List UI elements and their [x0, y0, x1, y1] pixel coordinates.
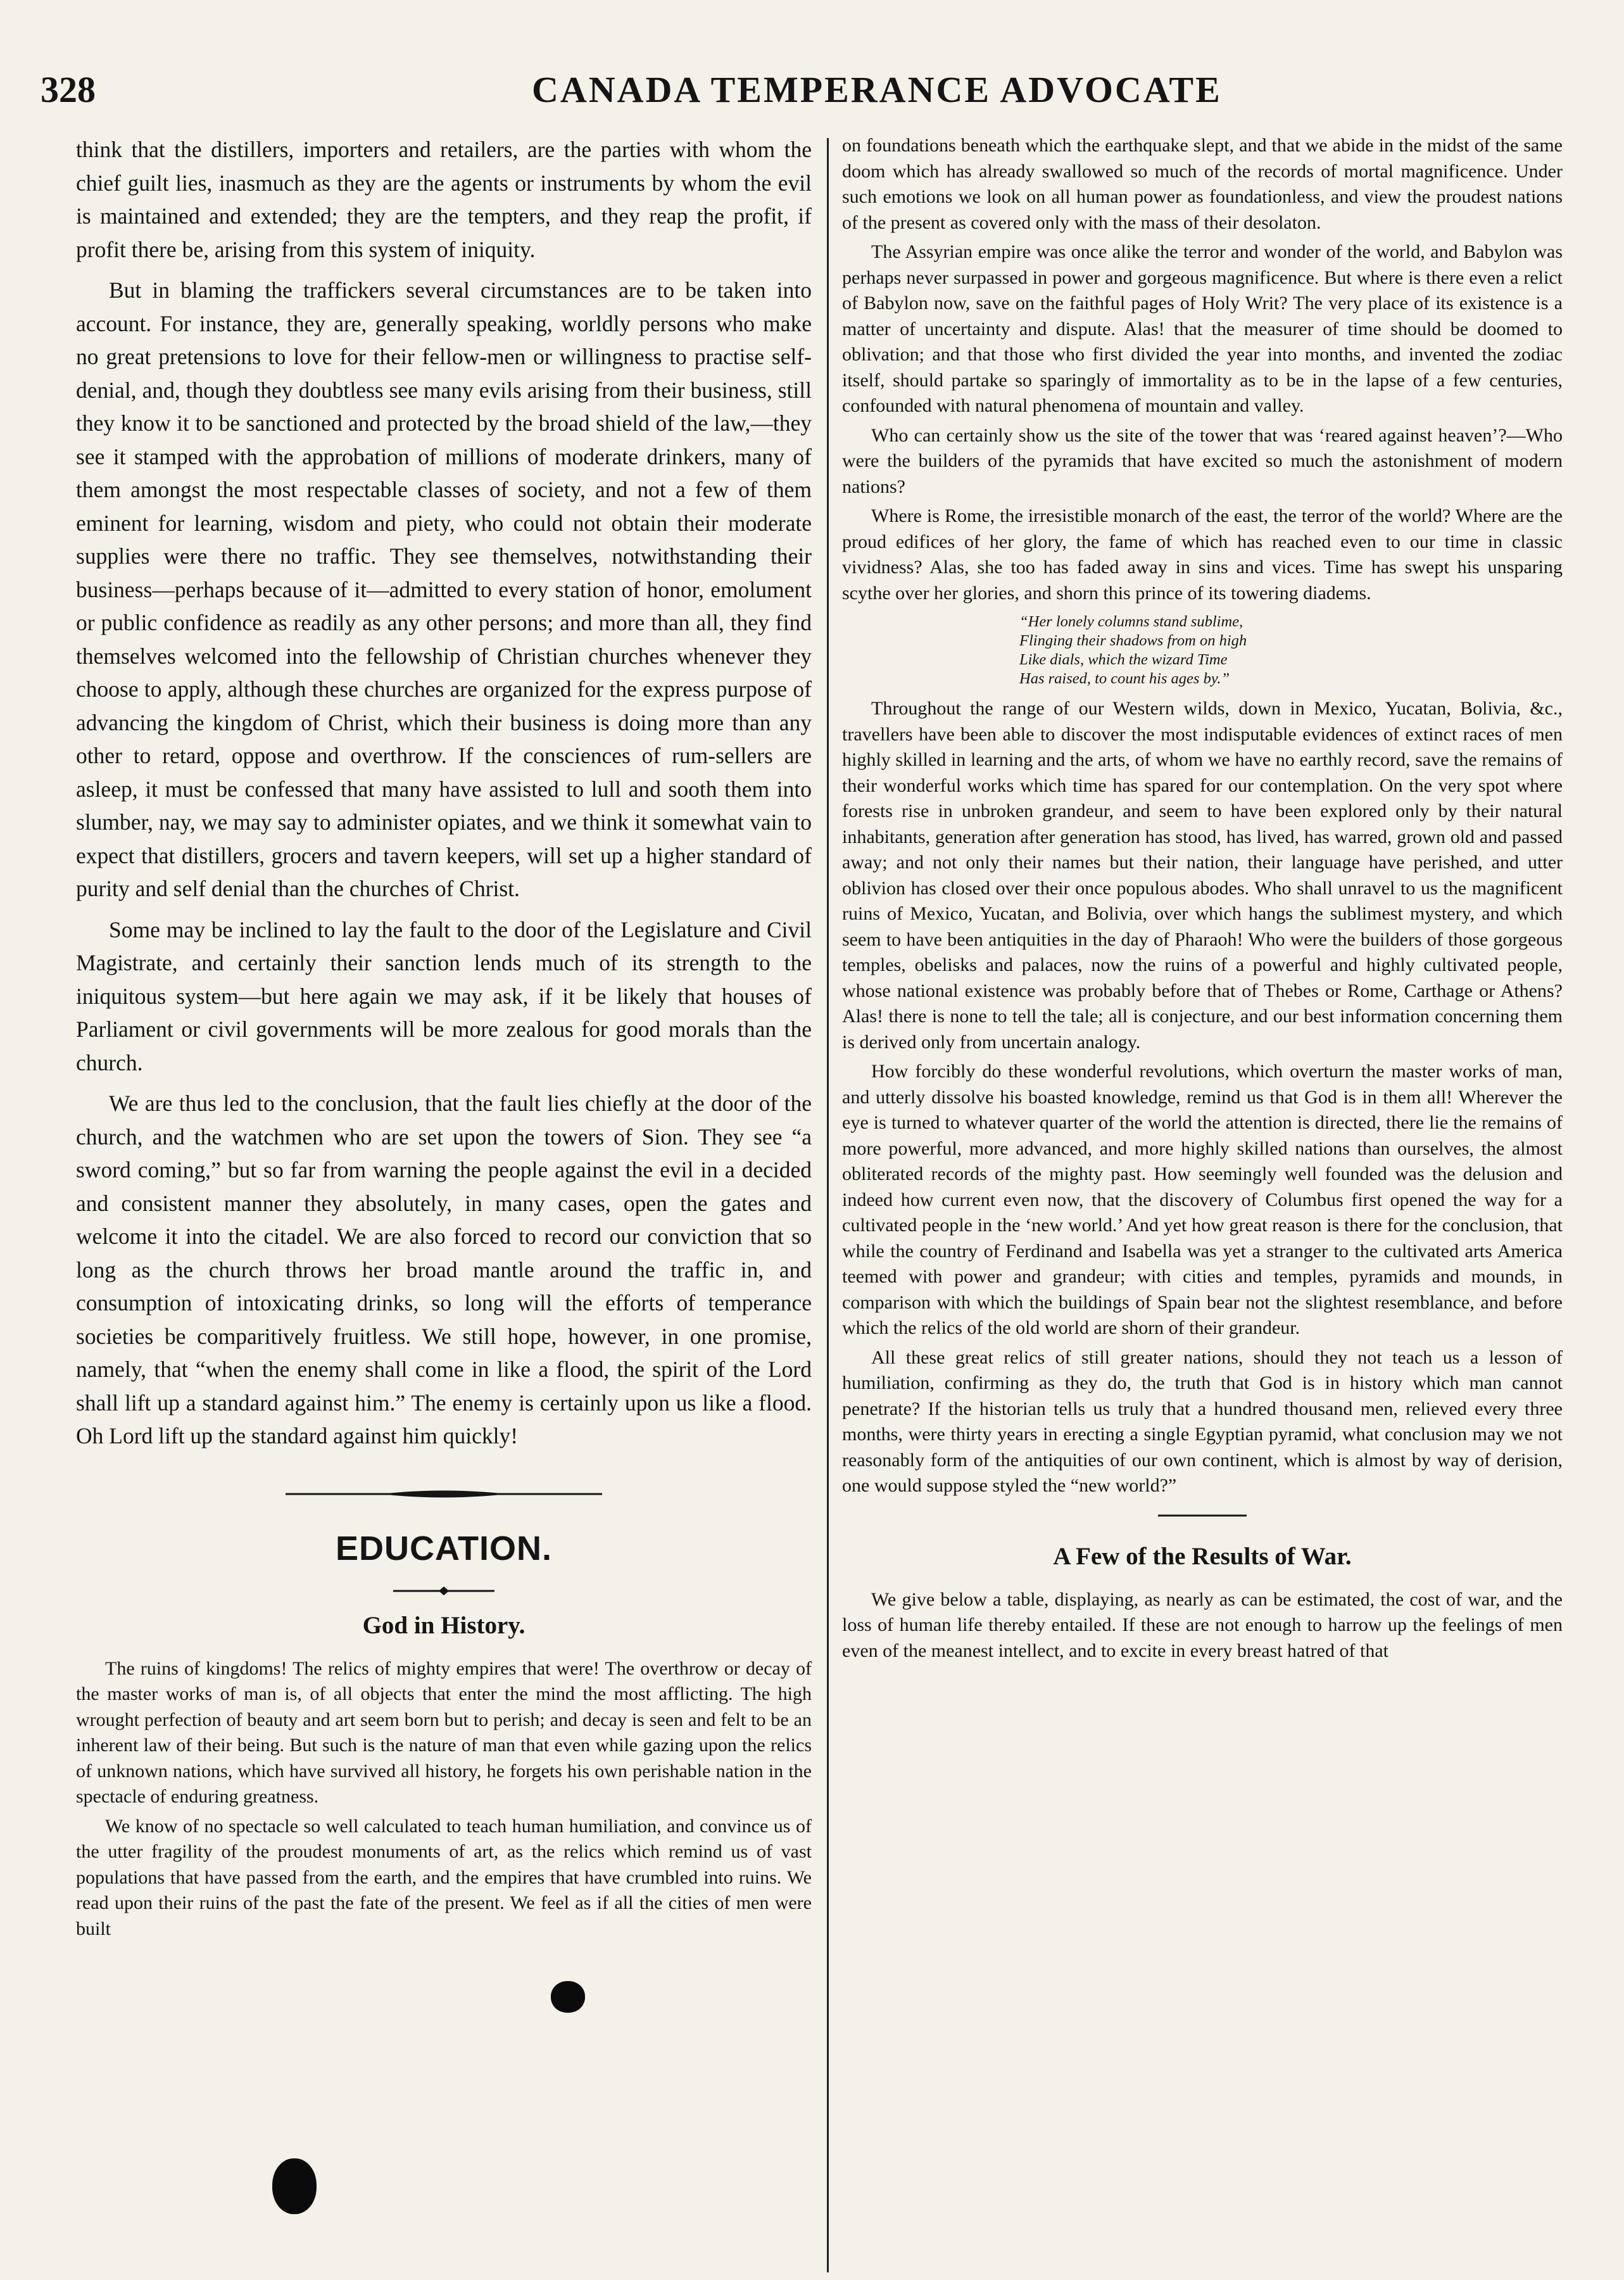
paragraph: All these great relics of still greater nations, should they not teach us a lesson of humiliation, confirming as they do, the truth that God is in history which man cannot penetrate? If the historian tells us truly that a hundred thousand men, relieved every three months, were thirty years in erecting a single Egyptian pyramid, what conclusion may we not reasonably form of the antiquities of our own continent, which is almost by way of derision, one would suppose styled the “new world?” — [842, 1346, 1563, 1496]
running-head: CANADA TEMPERANCE ADVOCATE — [532, 69, 1222, 110]
title-divider-ornament — [393, 1585, 494, 1597]
page-number: 328 — [41, 69, 96, 110]
poem-line: Has raised, to count his ages by.” — [1019, 670, 1230, 687]
paragraph: think that the distillers, importers and retailers, are the parties with whom the chief guilt lies, inasmuch as they are the agents or instruments by whom the evil is maintained and extended; they are the tempters, and they reap the profit, if profit there be, arising from this system of iniquity. — [76, 137, 812, 262]
paragraph: We are thus led to the conclusion, that the fault lies chiefly at the door of the church, and the watchmen who are set upon the towers of Sion. They see “a sword coming,” but so far from warning the people against the evil in a decided and consistent manner they absolutely, in many cases, open the gates and welcome it into the citadel. We are also forced to record our conviction that so long as the church throws her broad mantle around the traffic in, and consumption of intoxicating drinks, so long will the efforts of temperance societies be comparitively fruitless. We still hope, however, in one promise, namely, that “when the enemy shall come in like a flood, the spirit of the Lord shall lift up a standard against him.” The enemy is certainly upon us like a flood. Oh Lord lift up the standard against him quickly! — [76, 1091, 812, 1448]
paragraph: Throughout the range of our Western wilds, down in Mexico, Yucatan, Bolivia, &c., travellers have been able to discover the most indisputable evidences of extinct races of men highly skilled in learning and the arts, of whom we have no earthly record, save the remains of their wonderful works which time has spared for our contemplation. On the very spot where forests rise in unbroken grandeur, and seem to have been explored only by their natural inhabitants, generation after generation has stood, has lived, has warred, grown old and passed away; and not only their names but their nation, their language have perished, and utter oblivion has closed over their once populous abodes. Who shall unravel to us the magnificent ruins of Mexico, Yucatan, and Bolivia, over which hangs the sublimest mystery, and which seem to have been antiquities in the day of Pharaoh! Who were the builders of those gorgeous temples, obelisks and palaces, now the ruins of a powerful and highly cultivated people, whose national existence was probably before that of Thebes or Rome, Carthage or Athens? Alas! there is none to tell the tale; all is conjecture, and our best information concerning them is derived only from uncertain analogy. — [842, 698, 1563, 1053]
left-column — [76, 133, 812, 1942]
paragraph: Where is Rome, the irresistible monarch of the east, the terror of the world? Where are the proud edifices of her glory, the fame of which has reached even to our time in classic vividness? Alas, she too has faded away in sins and vices. Time has swept his unsparing scythe over her glories, and shorn this prince of its towering diadems. — [842, 505, 1563, 604]
paragraph: The Assyrian empire was once alike the terror and wonder of the world, and Babylon was perhaps never surpassed in power and gorgeous magnificence. But where is there even a relict of Babylon now, save on the faithful pages of Holy Writ? The very place of its existence is a matter of uncertainty and dispute. Alas! that the measurer of time should be doomed to oblivation; and that those who first divided the year into months, and invented the zodiac itself, should partake so sparingly of immortality as to be in the lapse of a few centuries, confounded with natural phenomena of mountain and valley. — [842, 241, 1563, 416]
paragraph: The ruins of kingdoms! The relics of mighty empires that were! The overthrow or decay of the master works of man is, of all objects that enter the mind the most afflicting. The high wrought perfection of beauty and art seem born but to perish; and decay is seen and felt to be an inherent law of their being. But such is the nature of man that even while gazing upon the relics of unknown nations, which have survived all history, he forgets his own perishable nation in the spectacle of enduring greatness. — [76, 1657, 812, 1807]
poem-line: Like dials, which the wizard Time — [1019, 651, 1228, 668]
article-title: God in History. — [362, 1611, 526, 1639]
ink-stain — [272, 2158, 317, 2214]
section-divider-ornament — [286, 1485, 602, 1504]
paragraph: We know of no spectacle so well calculated to teach human humiliation, and convince us of the utter fragility of the proudest monuments of art, as the relics which remind us of vast populations that have passed from the earth, and the empires that have crumbled into ruins. We read upon their ruins of the past the fate of the present. We feel as if all the cities of men were built — [76, 1815, 812, 1939]
article-divider-rule — [1158, 1510, 1247, 1521]
poem-line: “Her lonely columns stand sublime, — [1019, 613, 1243, 630]
column-rule — [827, 138, 829, 2272]
paragraph: on foundations beneath which the earthquake slept, and that we abide in the midst of the same doom which has already swallowed so much of the records of mortal magnificence. Under such emotions we look on all human power as foundationless, and view the proudest nations of the present as covered only with the mass of their desolaton. — [842, 135, 1563, 233]
article-title: A Few of the Results of War. — [1053, 1542, 1352, 1570]
paragraph: Some may be inclined to lay the fault to the door of the Legislature and Civil Magistrate, and certainly their sanction lends much of its strength to the iniquitous system—but here again we may ask, if it be likely that houses of Parliament or civil governments will be more zealous for good morals than the church. — [76, 916, 812, 1075]
ink-stain — [551, 1981, 585, 2013]
poem-line: Flinging their shadows from on high — [1019, 632, 1247, 649]
section-title: EDUCATION. — [336, 1529, 552, 1568]
paragraph: But in blaming the traffickers several circumstances are to be taken into account. For instance, they are, generally speaking, worldly persons who make no great pretensions to love for their fellow-men or willingness to practise self-denial, and, though they doubtless see many evils arising from their business, still they know it to be sanctioned and protected by the broad shield of the law,—they see it stamped with the approbation of millions of moderate drinkers, many of them amongst the most respectable classes of society, and not a few of them eminent for learning, wisdom and piety, who could not obtain their moderate supplies were there no traffic. They see themselves, notwithstanding their business—perhaps because of it—admitted to every station of honor, emolument or public confidence as readily as any other persons; and more than all, they find themselves welcomed into the fellowship of Christian churches whenever they choose to apply, although these churches are organized for the express purpose of advancing the kingdom of Christ, which their business is doing more than any other to retard, oppose and overthrow. If the consciences of rum-sellers are asleep, it must be confessed that many have assisted to lull and sooth them into slumber, nay, we may say to administer opiates, and we think it somewhat vain to expect that distillers, grocers and tavern keepers, will set up a higher standard of purity and self denial than the churches of Christ. — [76, 277, 812, 901]
poem-quote — [842, 612, 1563, 688]
paragraph: We give below a table, displaying, as nearly as can be estimated, the cost of war, and the loss of human life thereby entailed. If these are not enough to harrow up the feelings of men even of the meanest intellect, and to excite in every breast hatred of that — [842, 1588, 1563, 1661]
right-column — [842, 133, 1563, 1664]
paragraph: Who can certainly show us the site of the tower that was ‘reared against heaven’?—Who were the builders of the pyramids that have excited so much the astonishment of modern nations? — [842, 424, 1563, 497]
paragraph: How forcibly do these wonderful revolutions, which overturn the master works of man, and utterly dissolve his boasted knowledge, remind us that God is in them all! Wherever the eye is turned to whatever quarter of the world the attention is directed, there lie the remains of more powerful, more advanced, and more highly skilled nations than ourselves, the almost obliterated records of the mighty past. How seemingly well founded was the delusion and indeed how current even now, that the discovery of Columbus first opened the way for a cultivated people in the ‘new world.’ And yet how great reason is there for the conclusion, that while the country of Ferdinand and Isabella was yet a stranger to the cultivated arts America teemed with power and grandeur; with cities and temples, pyramids and mounds, in comparison with which the buildings of Spain bear not the slightest resemblance, and before which the relics of the old world are shorn of their grandeur. — [842, 1061, 1563, 1338]
